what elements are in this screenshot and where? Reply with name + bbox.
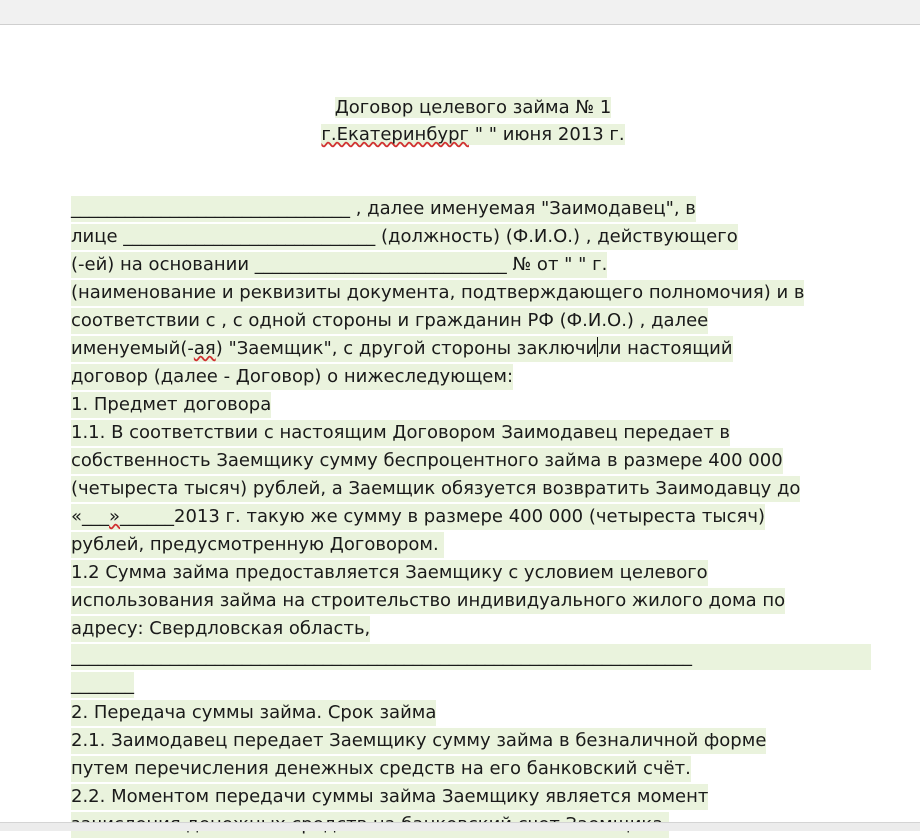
date-close-quote: » xyxy=(109,506,121,527)
paragraph-line: договор (далее - Договор) о нижеследующем: xyxy=(71,364,513,390)
window-top-bar xyxy=(0,0,920,25)
paragraph-line: именуемый(-ая) "Заемщик", с другой стороны заключили настоящий xyxy=(71,336,733,362)
city-name: г.Екатеринбург xyxy=(321,124,469,145)
paragraph-line: (-ей) на основании ____________________________ № от " " г. xyxy=(71,252,607,278)
paragraph-line: «___»______2013 г. такую же сумму в размере 400 000 (четыреста тысяч) xyxy=(71,504,765,530)
paragraph-line: собственность Заемщику сумму беспроцентного займа в размере 400 000 xyxy=(71,448,783,474)
paragraph-line: (наименование и реквизиты документа, подтверждающего полномочия) и в xyxy=(71,280,804,306)
paragraph-line: _______________________________ , далее именуемая "Заимодавец", в xyxy=(71,196,696,222)
paragraph-line: (четыреста тысяч) рублей, а Заемщик обязуется возвратить Заимодавцу до xyxy=(71,476,800,502)
paragraph-line: адресу: Свердловская область, xyxy=(71,616,370,642)
paragraph-line: 2.1. Заимодавец передает Заемщику сумму займа в безналичной форме xyxy=(71,728,766,754)
paragraph-line: 1.2 Сумма займа предоставляется Заемщику с условием целевого xyxy=(71,560,708,586)
paragraph-line: соответствии с , с одной стороны и гражданин РФ (Ф.И.О.) , далее xyxy=(71,308,708,334)
spellcheck-word: ая xyxy=(193,338,216,359)
address-blank-short: _______ xyxy=(71,672,134,698)
section-heading: 2. Передача суммы займа. Срок займа xyxy=(71,700,436,726)
paragraph-line: рублей, предусмотренную Договором. xyxy=(71,532,444,558)
document-place-date: г.Екатеринбург " " июня 2013 г. xyxy=(321,124,625,145)
paragraph-line: использования займа на строительство индивидуального жилого дома по xyxy=(71,588,785,614)
paragraph-line: 2.2. Моментом передачи суммы займа Заемщику является момент xyxy=(71,784,708,810)
address-blank-line: _____________________________________________________________________ xyxy=(71,644,871,670)
section-heading: 1. Предмет договора xyxy=(71,392,271,418)
document-title: Договор целевого займа № 1 xyxy=(334,97,612,118)
paragraph-line: лице ____________________________ (должность) (Ф.И.О.) , действующего xyxy=(71,224,738,250)
paragraph-line: путем перечисления денежных средств на его банковский счёт. xyxy=(71,756,691,782)
paragraph-line: 1.1. В соответствии с настоящим Договором Заимодавец передает в xyxy=(71,420,730,446)
